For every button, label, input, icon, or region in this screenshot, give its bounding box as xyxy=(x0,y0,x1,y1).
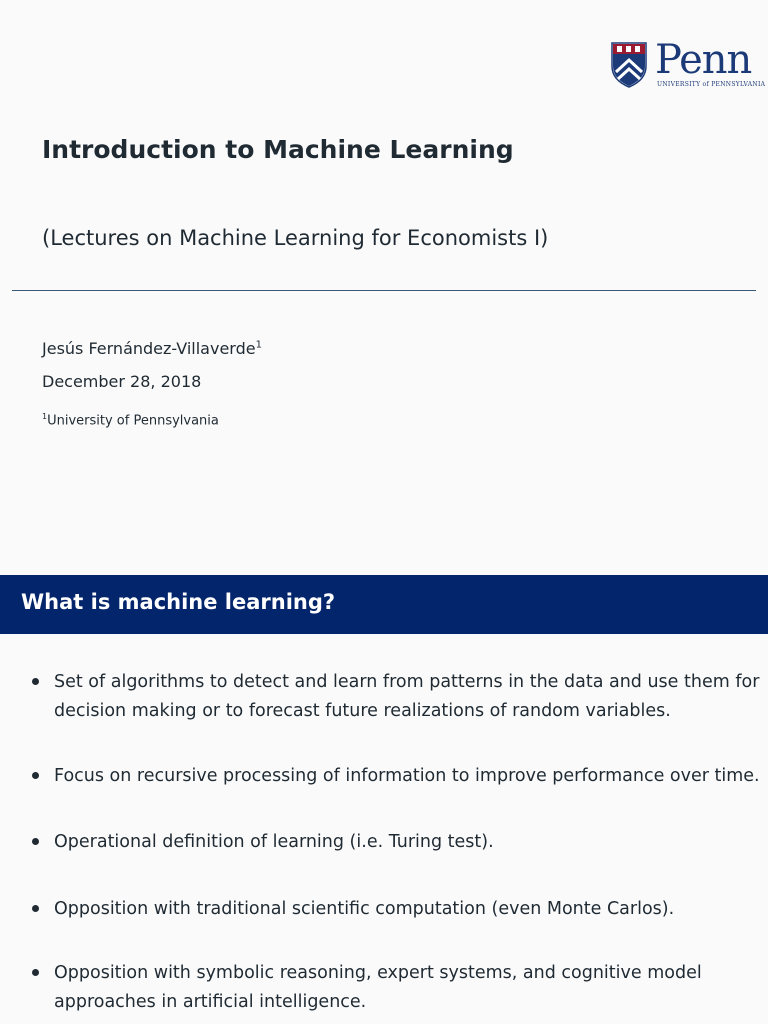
bullet-dot-icon xyxy=(32,772,39,779)
bullet-dot-icon xyxy=(32,969,39,976)
bullet-text: Focus on recursive processing of information to improve performance over time. xyxy=(54,766,760,786)
bullet-text: Operational definition of learning (i.e. Turing test). xyxy=(54,832,494,852)
bullet-list xyxy=(0,634,768,1024)
logo-subtitle: UNIVERSITY of PENNSYLVANIA xyxy=(657,81,766,88)
slide-title: Introduction to Machine Learning xyxy=(42,135,514,164)
penn-logo xyxy=(610,37,766,92)
frame-title-bar xyxy=(0,575,768,634)
title-divider xyxy=(12,290,756,291)
slide-subtitle: (Lectures on Machine Learning for Economists I) xyxy=(42,226,549,250)
affiliation-footnote-mark: 1 xyxy=(42,412,48,421)
logo-word: Penn xyxy=(655,37,752,83)
bullet-text: Set of algorithms to detect and learn from patterns in the data and use them for decision making or to forecast future realizations of random variables. xyxy=(54,672,760,721)
author-name: Jesús Fernández-Villaverde xyxy=(42,339,256,358)
affiliation-name: University of Pennsylvania xyxy=(47,413,219,429)
penn-shield-icon xyxy=(611,42,647,88)
bullet-dot-icon xyxy=(32,838,39,845)
affiliation-line xyxy=(42,412,219,428)
bullet-dot-icon xyxy=(32,905,39,912)
presentation-date: December 28, 2018 xyxy=(42,372,202,391)
bullet-text: Opposition with symbolic reasoning, expert systems, and cognitive model approaches in artificial intelligence. xyxy=(54,963,702,1012)
bullet-dot-icon xyxy=(32,678,39,685)
author-footnote-mark: 1 xyxy=(255,339,262,351)
author-line xyxy=(42,339,262,358)
frame-title: What is machine learning? xyxy=(21,590,336,614)
bullet-text: Opposition with traditional scientific computation (even Monte Carlos). xyxy=(54,899,675,919)
